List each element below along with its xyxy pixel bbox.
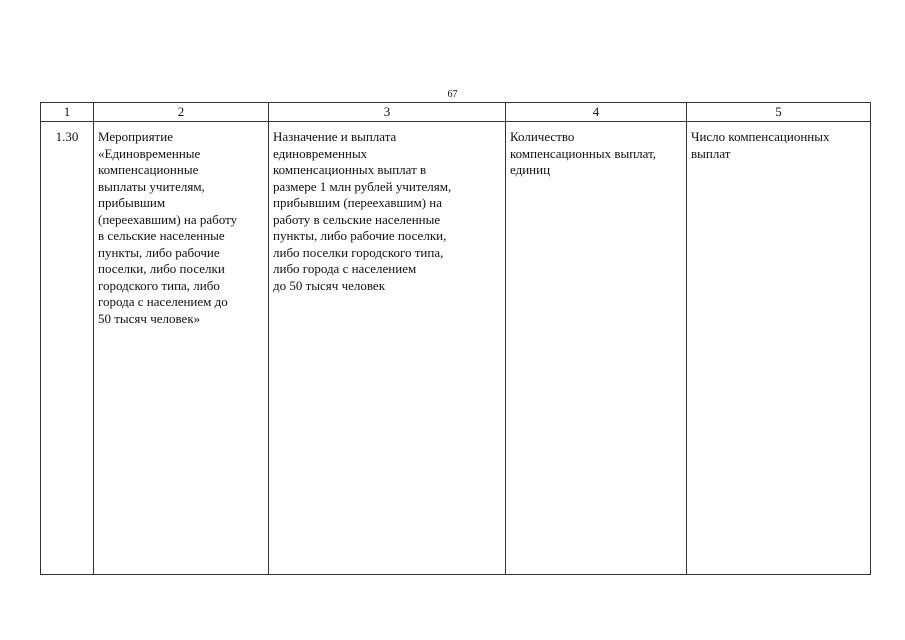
- indicator-cell: Количество компенсационных выплат, единиц: [506, 122, 687, 575]
- column-header-1: 1: [41, 103, 94, 122]
- row-number-cell: 1.30: [41, 122, 94, 575]
- measures-table: [40, 102, 871, 575]
- result-cell: Число компенсационных выплат: [687, 122, 871, 575]
- column-header-4: 4: [506, 103, 687, 122]
- description-cell: Назначение и выплата единовременных компенсационных выплат в размере 1 млн рублей учителям, прибывшим (переехавшим) на работу в сельские населенные пункты, либо рабочие поселки, либо поселки городского типа, либо города с населением до 50 тысяч человек: [269, 122, 506, 575]
- column-header-2: 2: [94, 103, 269, 122]
- event-cell: Мероприятие «Единовременные компенсационные выплаты учителям, прибывшим (переехавшим) на работу в сельские населенные пункты, либо рабочие поселки, либо поселки городского типа, либо города с населением до 50 тысяч человек»: [94, 122, 269, 575]
- page-number: 67: [447, 89, 458, 100]
- column-header-3: 3: [269, 103, 506, 122]
- table-row: [41, 122, 871, 575]
- column-header-5: 5: [687, 103, 871, 122]
- table-header-row: [41, 103, 871, 122]
